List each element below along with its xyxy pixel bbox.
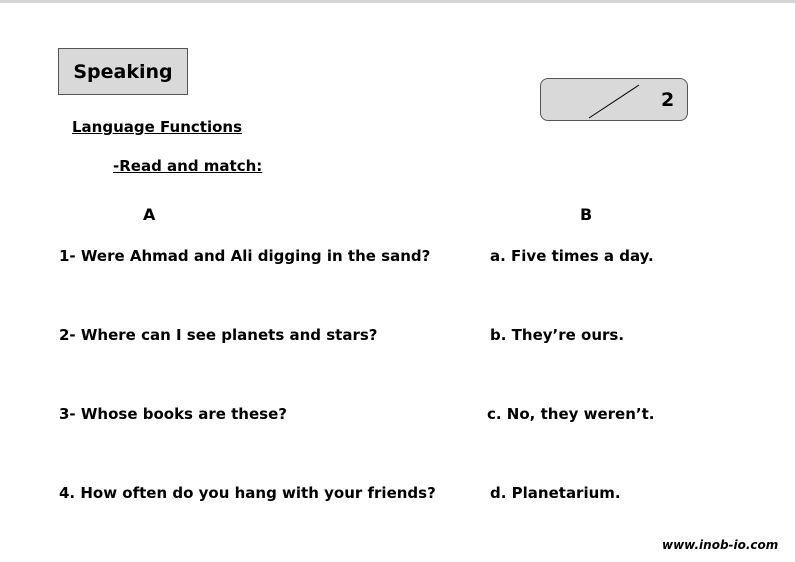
score-total: 2 — [661, 89, 675, 111]
question-item: 3- Whose books are these? — [59, 405, 287, 423]
column-b-heading: B — [580, 205, 593, 224]
column-a-heading: A — [143, 205, 156, 224]
section-title-box — [58, 48, 188, 95]
score-box — [540, 78, 688, 121]
question-item: 4. How often do you hang with your friends? — [59, 484, 436, 502]
answer-item: c. No, they weren’t. — [487, 405, 655, 423]
section-title: Speaking — [73, 60, 173, 83]
question-item: 1- Were Ahmad and Ali digging in the sand? — [59, 247, 431, 265]
answer-item: a. Five times a day. — [490, 247, 654, 265]
answer-item: b. They’re ours. — [490, 326, 625, 344]
website-footer: www.inob-io.com — [662, 538, 779, 552]
subtitle: Language Functions — [72, 118, 243, 136]
instruction: -Read and match: — [113, 157, 263, 175]
answer-item: d. Planetarium. — [490, 484, 621, 502]
top-border — [0, 0, 795, 3]
question-item: 2- Where can I see planets and stars? — [59, 326, 378, 344]
